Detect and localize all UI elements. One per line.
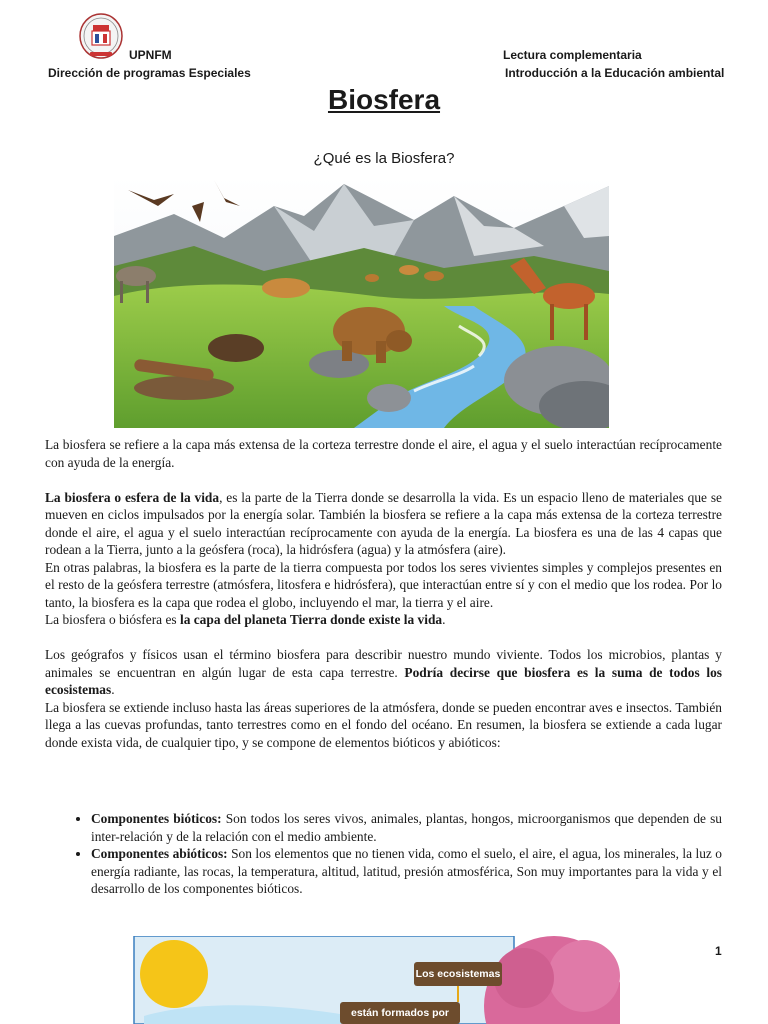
biosphere-landscape-illustration [114, 176, 609, 428]
paragraph-definition-bold: La biosfera o esfera de la vida [45, 489, 220, 505]
page-title: Biosfera [327, 84, 441, 115]
paragraph-extent: La biosfera se extiende incluso hasta las áreas superiores de la atmósfera, donde se pueden encontrar aves e insectos. También llega a las cuevas profundas, tanto terrestres como en el fondo del océano. En resumen, la biosfera se extiende a cada lugar donde exista vida, de cualquier tipo, y se compone de elementos bióticos y abióticos: [45, 699, 722, 750]
list-item-abiotic: • Componentes abióticos: Son los elementos que no tienen vida, como el suelo, el aire, el agua, los minerales, la luz o energía radiante, las rocas, la temperatura, altitud, latitud, presión atmosférica, Son muy importantes para la vida y el desarrollo de los componentes bióticos. [91, 845, 722, 898]
header-institution: UPNFM [129, 48, 172, 62]
components-list-container [45, 810, 722, 898]
section-subtitle: ¿Qué es la Biosfera? [313, 150, 455, 167]
paragraph-life-layer-bold: la capa del planeta Tierra donde existe la vida [179, 612, 443, 627]
paragraph-other-words: En otras palabras, la biosfera es la parte de la tierra compuesta por todos los seres vivientes simples y complejos presentes en el resto de la geósfera terrestre (atmósfera, litosfera e hidrósfera), que interactúan entre sí y con el medio que los rodea. Por lo tanto, la biosfera es la capa que rodea el globo, incluyendo el mar, la tierra y el aire. [45, 559, 722, 610]
components-list [45, 810, 722, 898]
diagram-box-formed-by: están formados por [340, 1002, 460, 1024]
list-item-biotic: • Componentes bióticos: Son todos los seres vivos, animales, plantas, hongos, microorganismos que dependen de su inter-relación y de la relación con el medio ambiente. [91, 810, 722, 845]
paragraph-life-layer: La biosfera o biósfera es la capa del planeta Tierra donde existe la vida. [45, 612, 446, 627]
header-reading-type: Lectura complementaria [503, 48, 642, 62]
ecosystem-diagram [114, 936, 620, 1024]
diagram-connector-line [457, 986, 459, 1002]
article-body [45, 436, 722, 751]
header-course: Introducción a la Educación ambiental [505, 66, 725, 80]
header-department: Dirección de programas Especiales [48, 66, 251, 80]
paragraph-definition: La biosfera o esfera de la vida, es la parte de la Tierra donde se desarrolla la vida. Es un espacio lleno de materiales que se mueven en ciclos impulsados por la energía solar. También la biosfera se refiere a la capa más extensa de la corteza terrestre donde el aire, el agua y el suelo interactúan recíprocamente con ayuda de la energía. La biosfera es una de las 4 capas que rodean a la Tierra, junto a la geósfera (roca), la hidrósfera (agua) y la atmósfera (aire). [45, 489, 723, 557]
page-number: 1 [715, 944, 722, 958]
paragraph-geographers-bold: Podría decirse que biosfera es la suma de todos los ecosistemas [45, 664, 722, 697]
paragraph-intro: La biosfera se refiere a la capa más extensa de la corteza terrestre donde el aire, el agua y el suelo interactúan recíprocamente con ayuda de la energía. [45, 437, 722, 470]
diagram-box-ecosystems: Los ecosistemas [414, 962, 502, 986]
paragraph-geographers: Los geógrafos y físicos usan el término biosfera para describir nuestro mundo viviente. Todos los microbios, plantas y animales se encuentran en algún lugar de esta capa terrestre. Podría decirse que biosfera es la suma de todos los ecosistemas. [45, 647, 722, 697]
university-logo [78, 12, 124, 60]
